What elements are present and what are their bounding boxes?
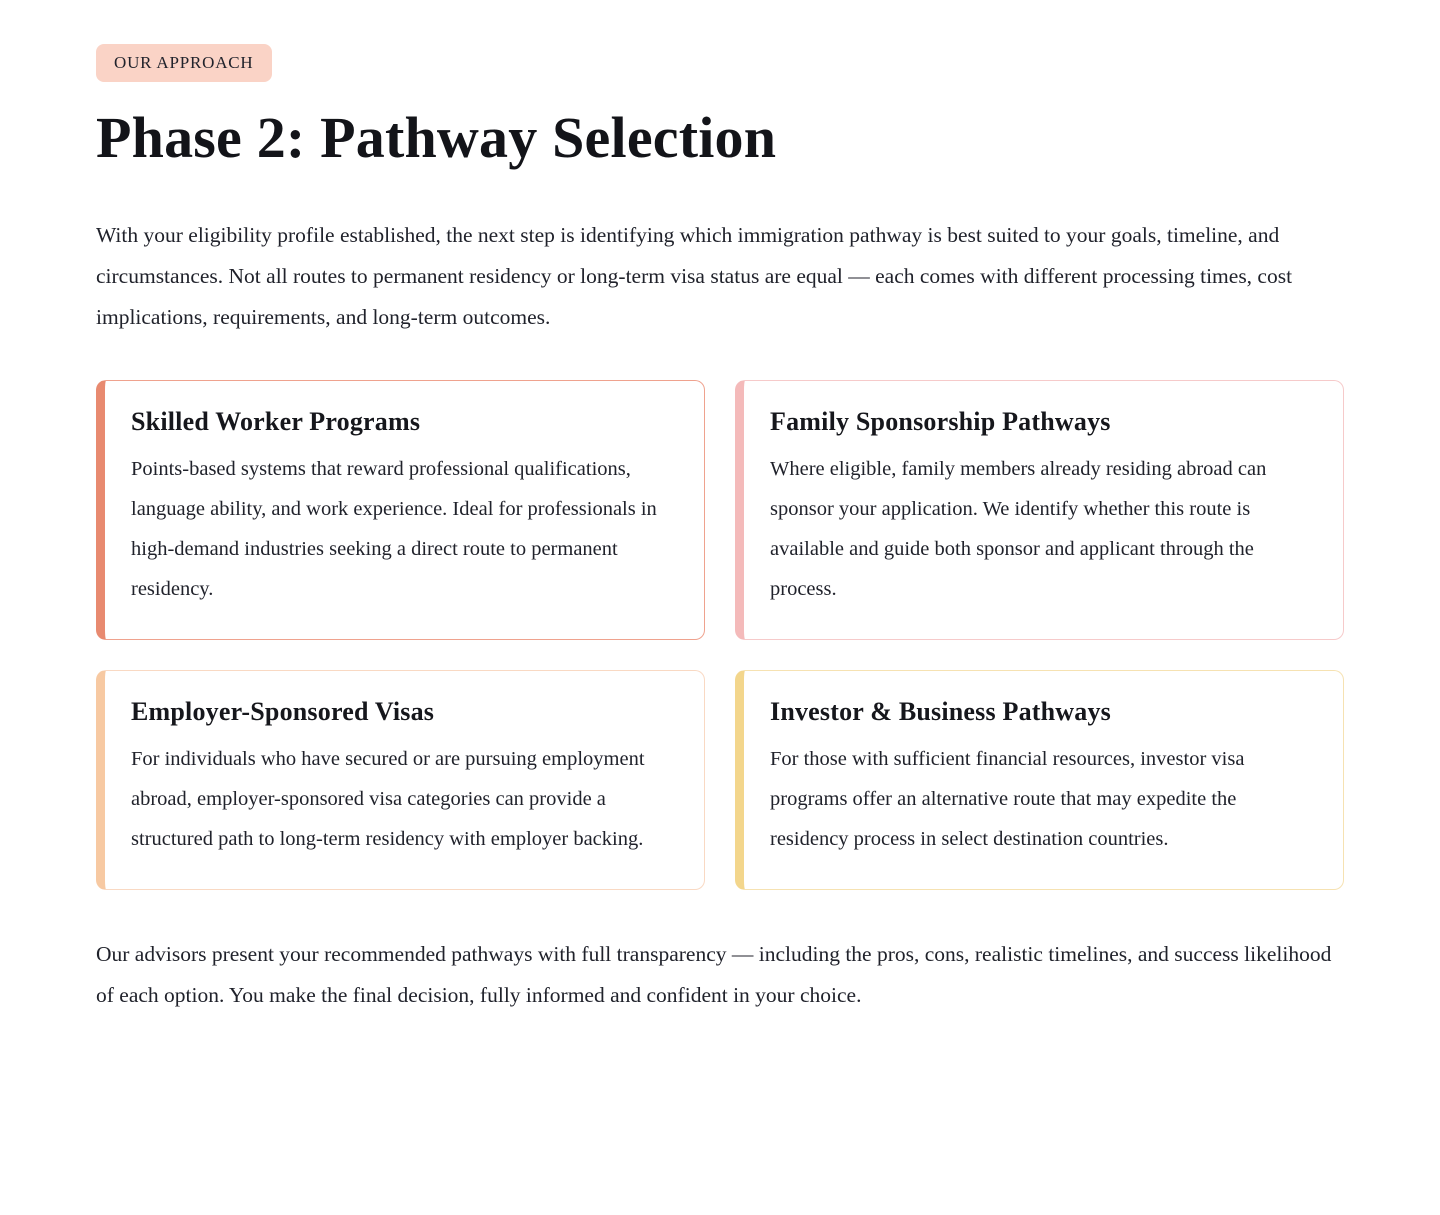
card-body: For individuals who have secured or are pursuing employment abroad, employer-sponsored visa categories can provide a structured path to long-term residency with employer backing.	[131, 748, 645, 850]
outro-paragraph: Our advisors present your recommended pathways with full transparency — including the pros, cons, realistic timelines, and success likelihood of each option. You make the final decision, fully informed and confident in your choice.	[96, 942, 1332, 1007]
intro-paragraph: With your eligibility profile established, the next step is identifying which immigration pathway is best suited to your goals, timeline, and circumstances. Not all routes to permanent residency or long-term visa status are equal — each comes with different processing times, cost implications, requirements, and long-term outcomes.	[96, 223, 1293, 329]
card-body: Points-based systems that reward professional qualifications, language ability, and work experience. Ideal for professionals in high-demand industries seeking a direct route to permanent residency.	[131, 458, 657, 600]
card-employer-sponsored-visas	[96, 670, 705, 890]
card-title: Family Sponsorship Pathways	[770, 407, 1111, 436]
card-title: Skilled Worker Programs	[131, 407, 421, 436]
card-title: Employer-Sponsored Visas	[131, 697, 435, 726]
card-skilled-worker-programs	[96, 380, 705, 640]
card-investor-business-pathways	[735, 670, 1344, 890]
card-title: Investor & Business Pathways	[770, 697, 1111, 726]
card-body: For those with sufficient financial resources, investor visa programs offer an alternative route that may expedite the residency process in select destination countries.	[770, 748, 1245, 850]
section-badge: OUR APPROACH	[96, 44, 272, 82]
card-family-sponsorship-pathways	[735, 380, 1344, 640]
pathway-cards-grid	[96, 380, 1344, 890]
card-body: Where eligible, family members already residing abroad can sponsor your application. We identify whether this route is available and guide both sponsor and applicant through the process.	[770, 458, 1267, 600]
page-title: Phase 2: Pathway Selection	[96, 105, 777, 170]
